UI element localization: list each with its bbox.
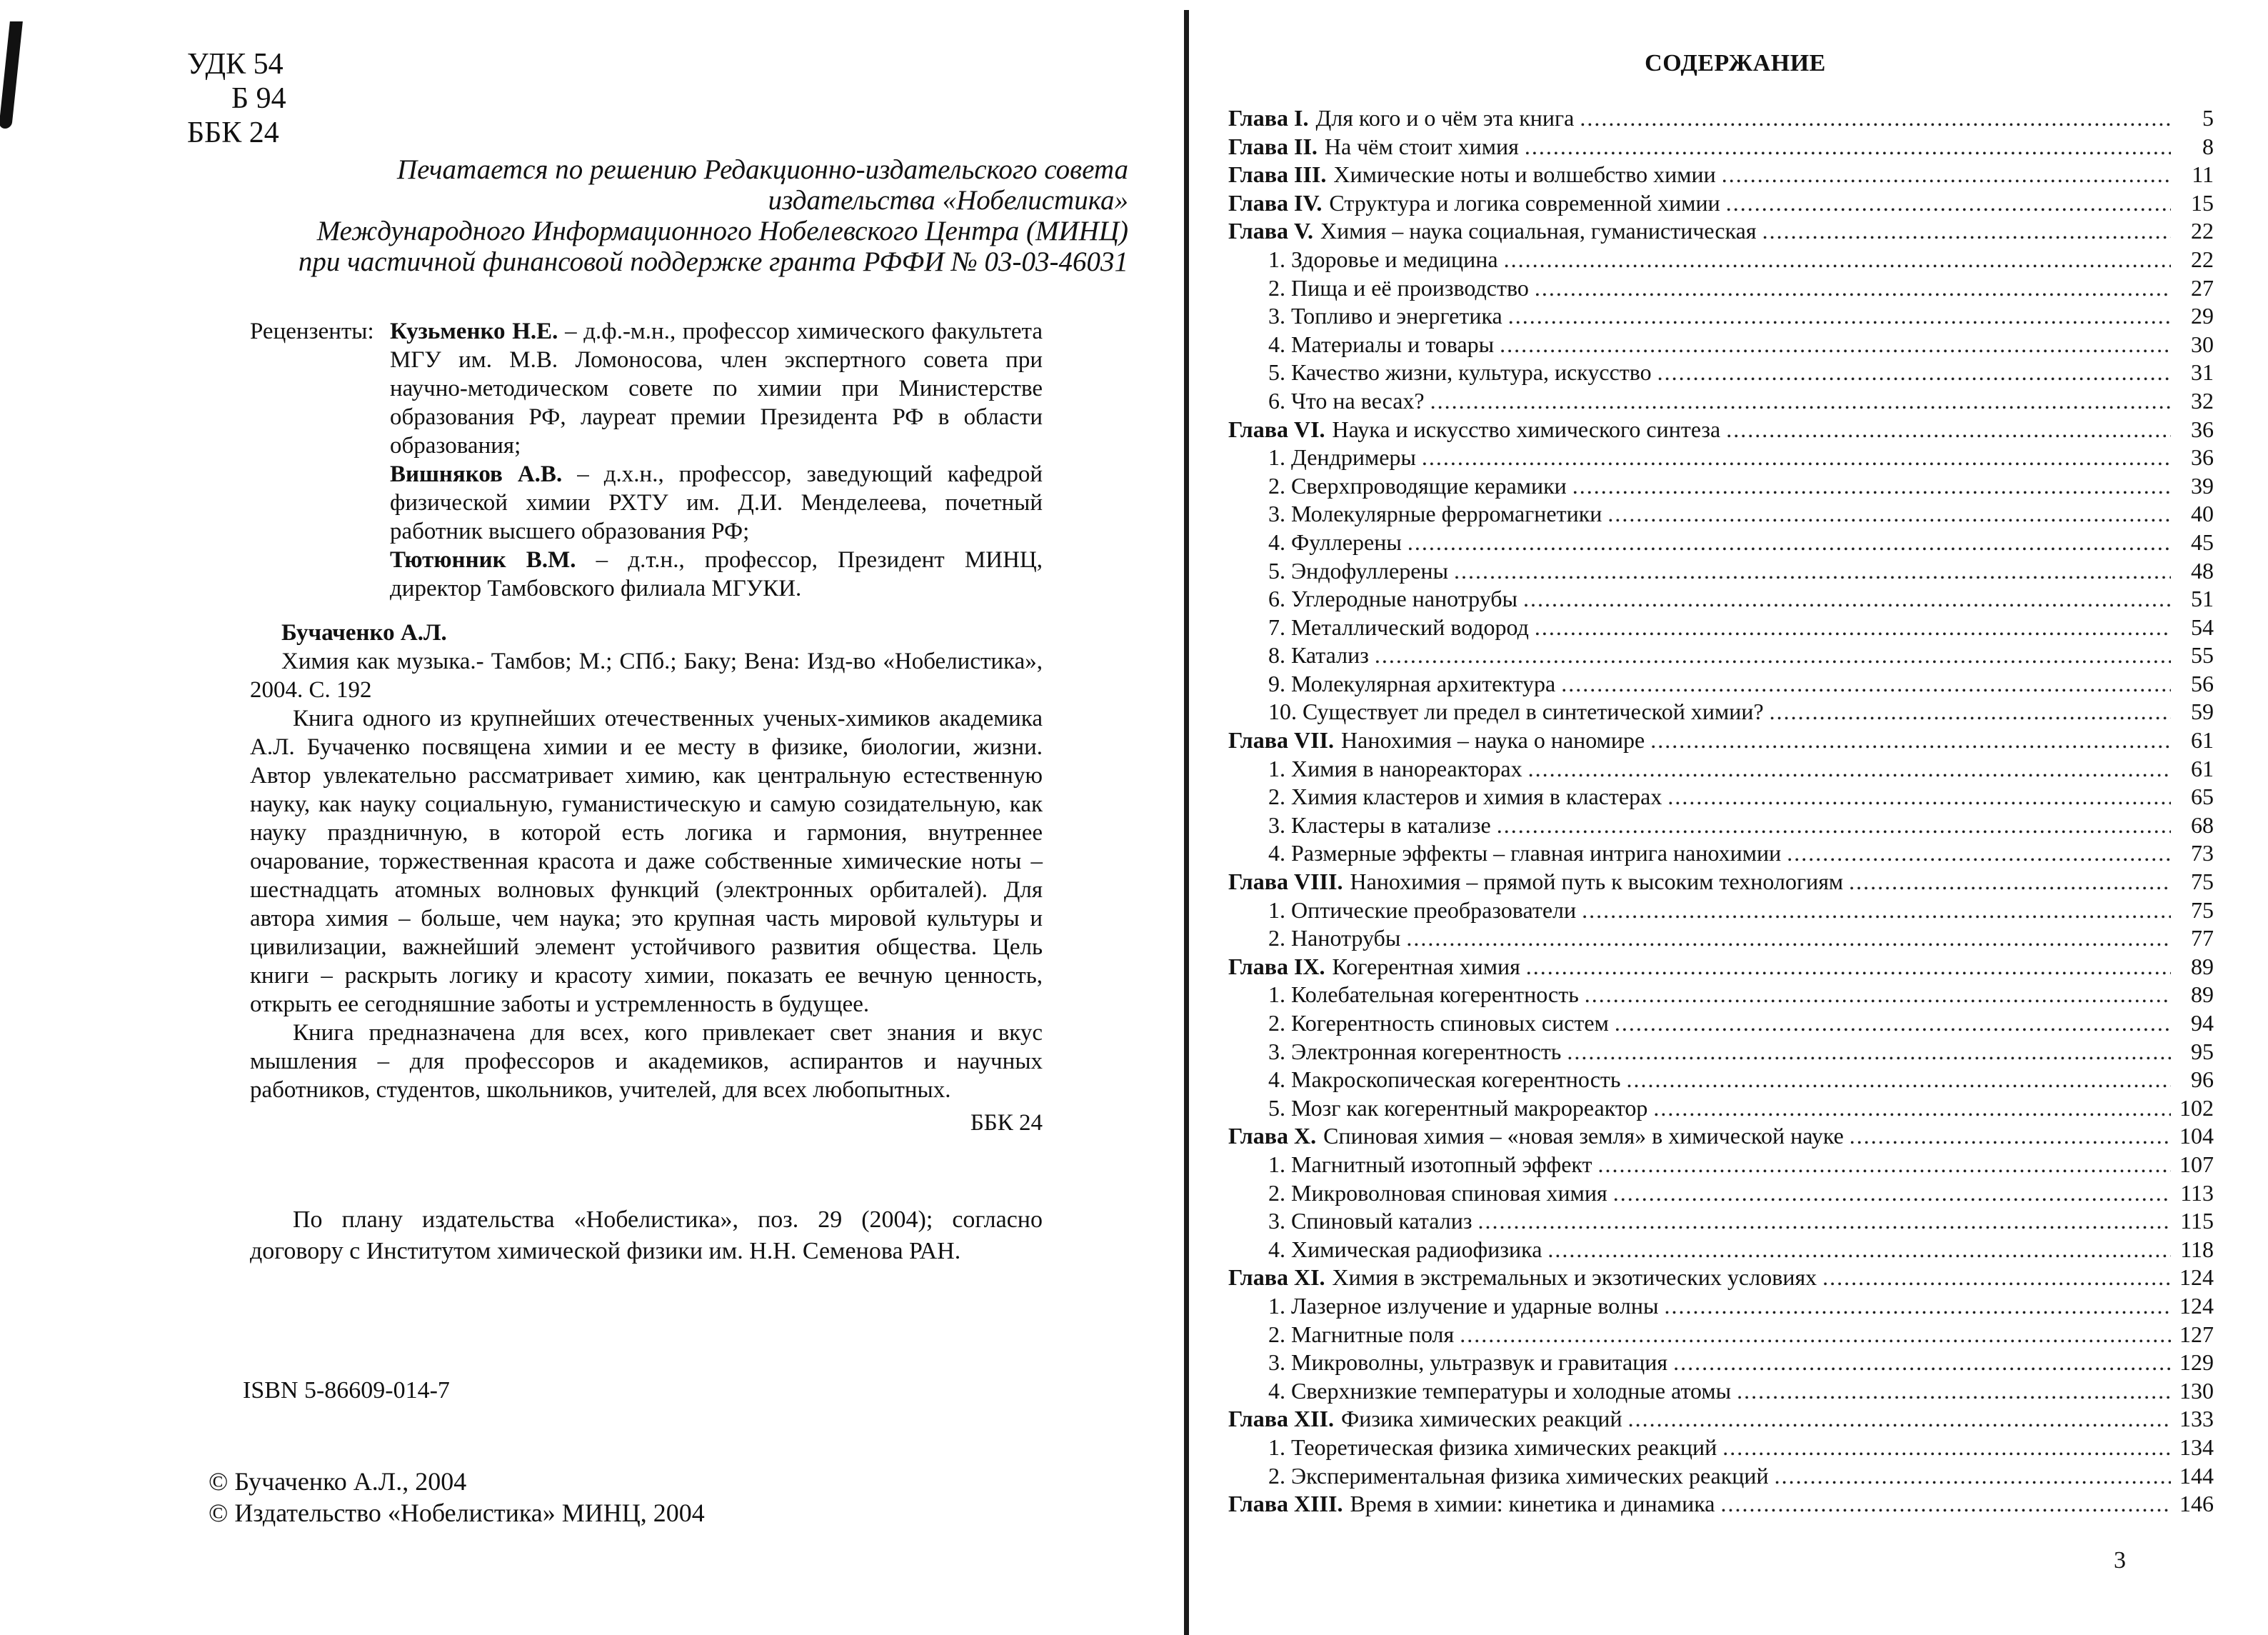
toc-section-entry xyxy=(1228,444,2214,472)
isbn: ISBN 5-86609-014-7 xyxy=(243,1377,450,1404)
toc-chapter-label: Глава IV. xyxy=(1228,189,1323,216)
toc-page-number: 89 xyxy=(2191,953,2214,979)
toc-chapter-entry xyxy=(1228,1490,2214,1519)
toc-leader-dots xyxy=(1547,1236,2171,1264)
toc-leader-dots xyxy=(1664,1292,2171,1321)
toc-section-entry xyxy=(1228,1434,2214,1462)
toc-leader-dots xyxy=(1657,359,2171,387)
toc-leader-dots xyxy=(1523,585,2171,614)
toc-section-entry xyxy=(1228,1179,2214,1208)
toc-section-entry xyxy=(1228,670,2214,699)
toc-chapter-label: Глава V. xyxy=(1228,218,1313,244)
toc-entry-title: 1. Магнитный изотопный эффект xyxy=(1268,1151,1592,1177)
reviewer xyxy=(390,546,1043,603)
toc-section-entry xyxy=(1228,1151,2214,1179)
toc-page-number: 36 xyxy=(2191,444,2214,471)
publishing-plan-note: По плану издательства «Нобелистика», поз. 29 (2004); согласно договору с Институтом химической физики им. Н.Н. Семенова РАН. xyxy=(250,1206,1043,1264)
classification-codes xyxy=(187,47,286,150)
toc-leader-dots xyxy=(1406,924,2171,953)
toc-entry-title: Наука и искусство химического синтеза xyxy=(1332,416,1721,442)
toc-chapter-entry xyxy=(1228,726,2214,755)
toc-entry-title: 1. Дендримеры xyxy=(1268,444,1416,471)
bibliographic-record: Химия как музыка.- Тамбов; М.; СПб.; Баку; Вена: Изд-во «Нобелистика», 2004. С. 192 xyxy=(250,649,1043,703)
imprint-line: Международного Информационного Нобелевского Центра (МИНЦ) xyxy=(316,216,1128,246)
toc-page-number: 8 xyxy=(2202,133,2214,159)
imprint-line: Печатается по решению Редакционно-издательского совета xyxy=(396,154,1128,185)
toc-entry-title: 2. Сверхпроводящие керамики xyxy=(1268,472,1567,499)
toc-page-number: 95 xyxy=(2191,1038,2214,1064)
toc-leader-dots xyxy=(1667,783,2171,811)
toc-leader-dots xyxy=(1567,1038,2171,1066)
toc-section-entry xyxy=(1228,641,2214,670)
toc-leader-dots xyxy=(1561,670,2171,699)
toc-leader-dots xyxy=(1607,500,2171,529)
reviewer xyxy=(390,460,1043,546)
toc-chapter-entry xyxy=(1228,1264,2214,1292)
toc-page-number: 48 xyxy=(2191,557,2214,584)
toc-page-number: 133 xyxy=(2179,1406,2214,1432)
toc-page-number: 146 xyxy=(2179,1491,2214,1517)
toc-leader-dots xyxy=(1504,246,2171,274)
imprint-line: при частичной финансовой поддержке гранта РФФИ № 03-03-46031 xyxy=(298,246,1128,277)
annotation-author: Бучаченко А.Л. xyxy=(281,620,447,646)
copyright-line: © Издательство «Нобелистика» МИНЦ, 2004 xyxy=(209,1499,705,1527)
toc-entry-title: Физика химических реакций xyxy=(1341,1406,1622,1432)
toc-section-entry xyxy=(1228,1009,2214,1038)
toc-chapter-label: Глава VI. xyxy=(1228,416,1325,442)
reviewer-credentials: – д.ф.-м.н., профессор химического факультета МГУ им. М.В. Ломоносова, член экспертного совета при научно-методическом совете по химии при Министерстве образования РФ, лауреат премии Президента РФ в области образования; xyxy=(390,319,1043,459)
toc-page-number: 75 xyxy=(2191,896,2214,923)
toc-page-number: 61 xyxy=(2191,727,2214,754)
toc-section-entry xyxy=(1228,924,2214,953)
toc-page-number: 15 xyxy=(2191,189,2214,216)
toc-section-entry xyxy=(1228,1066,2214,1094)
toc-entry-title: 4. Химическая радиофизика xyxy=(1268,1236,1542,1262)
toc-entry-title: 1. Лазерное излучение и ударные волны xyxy=(1268,1292,1659,1319)
toc-section-entry xyxy=(1228,274,2214,303)
toc-leader-dots xyxy=(1726,416,2171,444)
toc-page-number: 124 xyxy=(2179,1292,2214,1319)
toc-section-entry xyxy=(1228,614,2214,642)
toc-leader-dots xyxy=(1850,1122,2171,1151)
toc-page-number: 134 xyxy=(2179,1434,2214,1460)
toc-leader-dots xyxy=(1615,1009,2171,1038)
udk-code: УДК 54 xyxy=(187,48,284,81)
reviewer-credentials: – д.х.н., профессор, заведующий кафедрой физической химии РХТУ им. Д.И. Менделеева, почетный работник высшего образования РФ; xyxy=(390,461,1043,544)
toc-leader-dots xyxy=(1582,896,2171,925)
toc-leader-dots xyxy=(1737,1377,2171,1406)
toc-entry-title: 6. Углеродные нанотрубы xyxy=(1268,586,1518,612)
toc-chapter-entry xyxy=(1228,1122,2214,1151)
toc-section-entry xyxy=(1228,359,2214,387)
toc-page-number: 45 xyxy=(2191,529,2214,555)
toc-leader-dots xyxy=(1585,981,2171,1009)
toc-page-number: 11 xyxy=(2192,161,2214,188)
toc-section-entry xyxy=(1228,1292,2214,1321)
toc-page-number: 22 xyxy=(2191,246,2214,272)
toc-section-entry xyxy=(1228,472,2214,501)
toc-chapter-entry xyxy=(1228,416,2214,444)
toc-entry-title: 3. Молекулярные ферромагнетики xyxy=(1268,501,1602,527)
toc-leader-dots xyxy=(1650,726,2171,755)
toc-page-number: 39 xyxy=(2191,472,2214,499)
toc-chapter-entry xyxy=(1228,161,2214,189)
toc-page-number: 30 xyxy=(2191,331,2214,357)
toc-entry-title: 2. Химия кластеров и химия в кластерах xyxy=(1268,784,1662,810)
toc-page-number: 31 xyxy=(2191,359,2214,386)
imprint-line: издательства «Нобелистика» xyxy=(768,185,1128,216)
toc-chapter-entry xyxy=(1228,133,2214,161)
toc-leader-dots xyxy=(1528,755,2171,784)
toc-section-entry xyxy=(1228,1207,2214,1236)
toc-entry-title: Химия – наука социальная, гуманистическая xyxy=(1320,218,1757,244)
toc-entry-title: 1. Оптические преобразователи xyxy=(1268,896,1577,923)
toc-leader-dots xyxy=(1422,444,2171,472)
toc-section-entry xyxy=(1228,1377,2214,1406)
toc-chapter-label: Глава X. xyxy=(1228,1123,1317,1149)
toc-section-entry xyxy=(1228,585,2214,614)
toc-section-entry xyxy=(1228,783,2214,811)
reviewer-name: Кузьменко Н.Е. xyxy=(390,319,558,344)
toc-page-number: 59 xyxy=(2191,699,2214,725)
toc-entry-title: 3. Топливо и энергетика xyxy=(1268,303,1502,329)
page-number: 3 xyxy=(2114,1547,2126,1574)
toc-leader-dots xyxy=(1787,839,2171,868)
toc-section-entry xyxy=(1228,500,2214,529)
toc-entry-title: 3. Спиновый катализ xyxy=(1268,1208,1472,1234)
toc-leader-dots xyxy=(1598,1151,2172,1179)
toc-entry-title: Нанохимия – прямой путь к высоким технологиям xyxy=(1350,869,1844,895)
reviewer-name: Вишняков А.В. xyxy=(390,461,563,487)
toc-leader-dots xyxy=(1375,641,2171,670)
toc-leader-dots xyxy=(1477,1207,2171,1236)
toc-entry-title: Спиновая химия – «новая земля» в химической науке xyxy=(1323,1123,1844,1149)
toc-entry-title: 1. Колебательная когерентность xyxy=(1268,981,1579,1008)
toc-page-number: 29 xyxy=(2191,303,2214,329)
toc-page-number: 127 xyxy=(2179,1321,2214,1347)
toc-page-number: 96 xyxy=(2191,1066,2214,1093)
toc-section-entry xyxy=(1228,839,2214,868)
toc-page-number: 55 xyxy=(2191,642,2214,669)
author-sign-code: Б 94 xyxy=(231,82,286,115)
bbk-code: ББК 24 xyxy=(187,116,279,149)
reviewer-credentials: – д.т.н., профессор, Президент МИНЦ, директор Тамбовского филиала МГУКИ. xyxy=(390,547,1043,601)
reviewers-block xyxy=(250,317,1043,603)
toc-leader-dots xyxy=(1508,302,2171,331)
toc-page-number: 89 xyxy=(2191,981,2214,1008)
toc-entry-title: 2. Магнитные поля xyxy=(1268,1321,1455,1347)
toc-section-entry xyxy=(1228,755,2214,784)
toc-entry-title: Нанохимия – наука о наномире xyxy=(1341,727,1645,754)
toc-page-number: 61 xyxy=(2191,755,2214,781)
toc-leader-dots xyxy=(1497,811,2171,840)
toc-entry-title: 10. Существует ли предел в синтетической химии? xyxy=(1268,699,1764,725)
toc-entry-title: Для кого и о чём эта книга xyxy=(1315,105,1575,131)
toc-entry-title: 5. Эндофуллерены xyxy=(1268,557,1449,584)
toc-section-entry xyxy=(1228,331,2214,359)
toc-section-entry xyxy=(1228,529,2214,557)
toc-section-entry xyxy=(1228,698,2214,726)
toc-entry-title: 4. Макроскопическая когерентность xyxy=(1268,1066,1621,1093)
toc-section-entry xyxy=(1228,811,2214,840)
toc-leader-dots xyxy=(1762,217,2171,246)
toc-section-entry xyxy=(1228,387,2214,416)
toc-entry-title: 2. Экспериментальная физика химических реакций xyxy=(1268,1462,1769,1489)
toc-page-number: 77 xyxy=(2191,925,2214,951)
toc-page-number: 32 xyxy=(2191,387,2214,414)
toc-leader-dots xyxy=(1726,189,2171,218)
toc-leader-dots xyxy=(1627,1066,2172,1094)
toc-chapter-label: Глава II. xyxy=(1228,133,1318,159)
toc-chapter-label: Глава XIII. xyxy=(1228,1491,1343,1517)
toc-entry-title: 3. Кластеры в катализе xyxy=(1268,811,1491,838)
toc-page-number: 75 xyxy=(2191,869,2214,895)
toc-leader-dots xyxy=(1722,161,2171,189)
toc-page-number: 113 xyxy=(2180,1179,2214,1206)
toc-chapter-entry xyxy=(1228,868,2214,896)
toc-entry-title: Химические ноты и волшебство химии xyxy=(1333,161,1716,188)
toc-leader-dots xyxy=(1430,387,2171,416)
toc-leader-dots xyxy=(1580,104,2171,133)
toc-page-number: 124 xyxy=(2179,1264,2214,1291)
toc-entry-title: 8. Катализ xyxy=(1268,642,1369,669)
toc-section-entry xyxy=(1228,1236,2214,1264)
toc-chapter-label: Глава I. xyxy=(1228,105,1309,131)
toc-entry-title: 7. Металлический водород xyxy=(1268,614,1529,640)
toc-leader-dots xyxy=(1454,557,2171,586)
toc-section-entry xyxy=(1228,1038,2214,1066)
toc-page-number: 118 xyxy=(2180,1236,2214,1262)
toc-leader-dots xyxy=(1572,472,2171,501)
reviewer-name: Тютюнник В.М. xyxy=(390,547,576,573)
toc-chapter-label: Глава IX. xyxy=(1228,953,1325,979)
toc-chapter-entry xyxy=(1228,1405,2214,1434)
toc-page-number: 68 xyxy=(2191,811,2214,838)
toc-entry-title: 2. Пища и её производство xyxy=(1268,274,1529,301)
toc-page-number: 36 xyxy=(2191,416,2214,442)
toc-entry-title: 4. Фуллерены xyxy=(1268,529,1402,555)
toc-leader-dots xyxy=(1722,1434,2171,1462)
toc-chapter-label: Глава VII. xyxy=(1228,727,1334,754)
toc-leader-dots xyxy=(1408,529,2171,557)
toc-entry-title: 4. Материалы и товары xyxy=(1268,331,1495,357)
toc-section-entry xyxy=(1228,302,2214,331)
toc-section-entry xyxy=(1228,896,2214,925)
toc-entry-title: 9. Молекулярная архитектура xyxy=(1268,670,1556,696)
toc-page-number: 22 xyxy=(2191,218,2214,244)
toc-leader-dots xyxy=(1775,1462,2171,1491)
toc-leader-dots xyxy=(1822,1264,2171,1292)
toc-entry-title: На чём стоит химия xyxy=(1324,133,1519,159)
copyright-block xyxy=(209,1466,705,1529)
toc-chapter-label: Глава XI. xyxy=(1228,1264,1325,1291)
toc-section-entry xyxy=(1228,1321,2214,1349)
toc-entry-title: 1. Теоретическая физика химических реакций xyxy=(1268,1434,1717,1460)
book-annotation xyxy=(250,619,1043,1137)
toc-page-number: 104 xyxy=(2179,1123,2214,1149)
toc-page-number: 129 xyxy=(2179,1349,2214,1376)
toc-entry-title: Химия в экстремальных и экзотических условиях xyxy=(1332,1264,1817,1291)
toc-section-entry xyxy=(1228,981,2214,1009)
annotation-paragraph: Книга предназначена для всех, кого привлекает свет знания и вкус мышления – для профессоров и академиков, аспирантов и научных работников, студентов, школьников, учителей, для всех любопытных. xyxy=(250,1020,1043,1103)
copyright-line: © Бучаченко А.Л., 2004 xyxy=(209,1467,467,1496)
toc-leader-dots xyxy=(1500,331,2171,359)
toc-section-entry xyxy=(1228,246,2214,274)
toc-page-number: 27 xyxy=(2191,274,2214,301)
toc-entry-title: Когерентная химия xyxy=(1332,953,1520,979)
toc-entry-title: 3. Электронная когерентность xyxy=(1268,1038,1562,1064)
toc-leader-dots xyxy=(1535,614,2171,642)
toc-entry-title: 2. Когерентность спиновых систем xyxy=(1268,1010,1609,1036)
toc-entry-title: 6. Что на весах? xyxy=(1268,387,1425,414)
toc-leader-dots xyxy=(1720,1490,2171,1519)
toc-entry-title: Время в химии: кинетика и динамика xyxy=(1350,1491,1715,1517)
toc-entry-title: 5. Качество жизни, культура, искусство xyxy=(1268,359,1652,386)
toc-section-entry xyxy=(1228,1349,2214,1377)
toc-chapter-entry xyxy=(1228,104,2214,133)
toc-page-number: 40 xyxy=(2191,501,2214,527)
annotation-paragraph: Книга одного из крупнейших отечественных ученых-химиков академика А.Л. Бучаченко посвящена химии и ее месту в физике, биологии, жизни. Автор увлекательно рассматривает химию, как центральную естественную науку, как науку социальную, гуманистическую и самую созидательную, как науку праздничную, в которой есть логика и гармония, внутреннее очарование, торжественная красота и даже собственные химические ноты – шестнадцать атомных волновых функций (электронных орбиталей). Для автора химия – больше, чем наука; это крупная часть мировой культуры и цивилизации, важнейший элемент устойчивого развития общества. Цель книги – раскрыть логику и красоту химии, показать ее вечную ценность, открыть ее сегодняшние заботы и устремленность в будущее. xyxy=(250,706,1043,1017)
reviewers-label: Рецензенты: xyxy=(250,319,374,344)
toc-chapter-entry xyxy=(1228,189,2214,218)
toc-chapter-label: Глава III. xyxy=(1228,161,1327,188)
toc-leader-dots xyxy=(1770,698,2171,726)
toc-chapter-label: Глава XII. xyxy=(1228,1406,1334,1432)
publishing-imprint xyxy=(243,154,1128,277)
toc-entry-title: 4. Размерные эффекты – главная интрига нанохимии xyxy=(1268,840,1782,866)
toc-leader-dots xyxy=(1653,1094,2171,1123)
toc-entry-title: 1. Здоровье и медицина xyxy=(1268,246,1498,272)
toc-page-number: 130 xyxy=(2179,1377,2214,1404)
toc-leader-dots xyxy=(1613,1179,2171,1208)
toc-leader-dots xyxy=(1535,274,2171,303)
toc-page-number: 144 xyxy=(2179,1462,2214,1489)
toc-leader-dots xyxy=(1525,133,2171,161)
toc-entry-title: 4. Сверхнизкие температуры и холодные атомы xyxy=(1268,1377,1732,1404)
toc-page-number: 56 xyxy=(2191,670,2214,696)
toc-page-number: 54 xyxy=(2191,614,2214,640)
toc-entry-title: 5. Мозг как когерентный макрореактор xyxy=(1268,1094,1648,1121)
toc-title: СОДЕРЖАНИЕ xyxy=(1645,50,1826,76)
toc-page-number: 107 xyxy=(2179,1151,2214,1177)
toc-page-number: 102 xyxy=(2179,1094,2214,1121)
toc-leader-dots xyxy=(1526,953,2171,981)
toc-page-number: 5 xyxy=(2202,105,2214,131)
toc-list xyxy=(1228,104,2214,1519)
toc-section-entry xyxy=(1228,1462,2214,1491)
toc-entry-title: 1. Химия в нанореакторах xyxy=(1268,755,1522,781)
toc-page-number: 115 xyxy=(2180,1208,2214,1234)
toc-section-entry xyxy=(1228,557,2214,586)
toc-chapter-entry xyxy=(1228,953,2214,981)
toc-entry-title: 2. Нанотрубы xyxy=(1268,925,1401,951)
toc-leader-dots xyxy=(1849,868,2171,896)
toc-page-number: 94 xyxy=(2191,1010,2214,1036)
annotation-bbk: ББК 24 xyxy=(970,1110,1043,1136)
toc-page-number: 65 xyxy=(2191,784,2214,810)
toc-section-entry xyxy=(1228,1094,2214,1123)
toc-entry-title: Структура и логика современной химии xyxy=(1329,189,1720,216)
toc-entry-title: 2. Микроволновая спиновая химия xyxy=(1268,1179,1607,1206)
toc-leader-dots xyxy=(1460,1321,2171,1349)
toc-chapter-label: Глава VIII. xyxy=(1228,869,1343,895)
toc-chapter-entry xyxy=(1228,217,2214,246)
toc-page-number: 51 xyxy=(2191,586,2214,612)
toc-leader-dots xyxy=(1628,1405,2171,1434)
toc-leader-dots xyxy=(1673,1349,2171,1377)
reviewer xyxy=(390,317,1043,460)
toc-entry-title: 3. Микроволны, ультразвук и гравитация xyxy=(1268,1349,1668,1376)
toc-page-number: 73 xyxy=(2191,840,2214,866)
contents-page xyxy=(1185,0,2268,1635)
